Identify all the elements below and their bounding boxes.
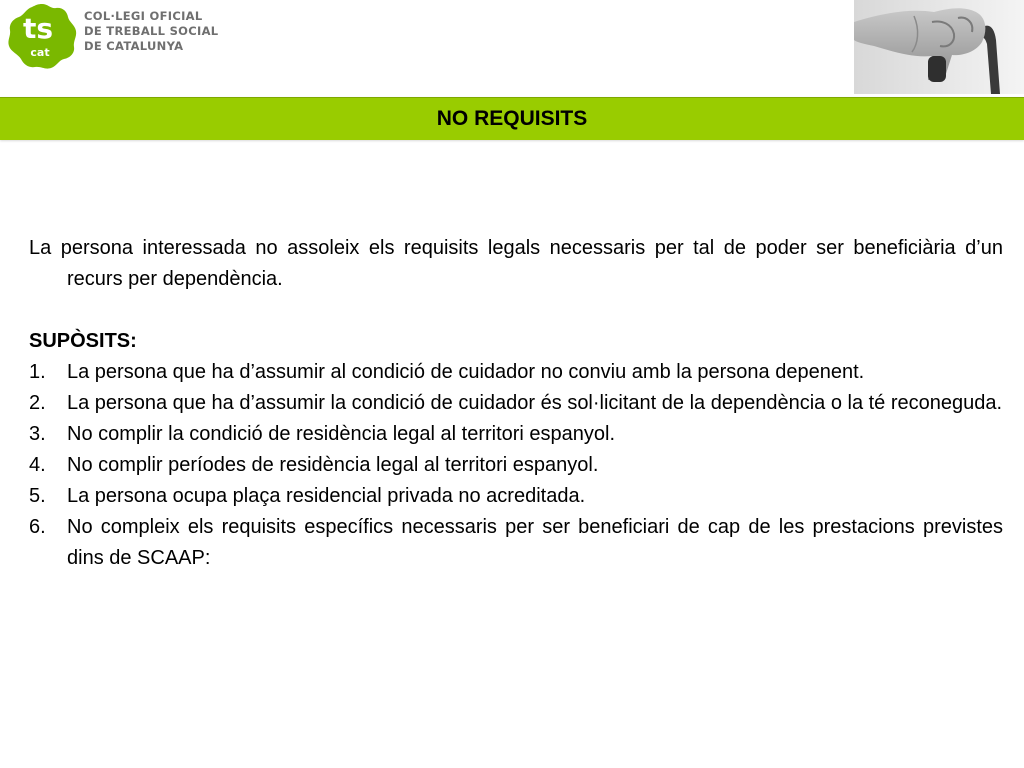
list-item-number: 6.	[29, 516, 46, 538]
logo-name-line-2: DE TREBALL SOCIAL	[84, 24, 219, 38]
supposits-heading: SUPÒSITS:	[29, 330, 137, 352]
hand-on-cane-photo-icon	[854, 0, 1024, 94]
logo-name-line-1: COL·LEGI OFICIAL	[84, 9, 203, 23]
logo-mark-text: ts	[22, 12, 54, 45]
slide-content	[29, 233, 1003, 574]
list-item-number: 5.	[29, 485, 46, 507]
intro-paragraph: La persona interessada no assoleix els requisits legals necessaris per tal de poder ser beneficiària d’un recurs per dependència.	[29, 237, 1003, 290]
list-item-number: 3.	[29, 423, 46, 445]
list-item	[29, 388, 1003, 419]
list-item-number: 4.	[29, 454, 46, 476]
list-item-text: La persona que ha d’assumir al condició de cuidador no conviu amb la persona depenent.	[67, 361, 865, 383]
list-item-text: No complir períodes de residència legal al territori espanyol.	[67, 454, 599, 476]
list-item	[29, 512, 1003, 574]
list-item-text: La persona que ha d’assumir la condició de cuidador és sol·licitant de la dependència o la té reconeguda.	[67, 392, 1003, 414]
supposits-list	[29, 357, 1003, 574]
title-bar	[0, 97, 1024, 140]
list-item-text: No complir la condició de residència legal al territori espanyol.	[67, 423, 616, 445]
list-item-number: 1.	[29, 361, 46, 383]
list-item-text: La persona ocupa plaça residencial privada no acreditada.	[67, 485, 586, 507]
list-item	[29, 481, 1003, 512]
logo-name-line-3: DE CATALUNYA	[84, 39, 184, 53]
list-item-number: 2.	[29, 392, 46, 414]
list-item	[29, 419, 1003, 450]
list-item-text: No compleix els requisits específics necessaris per ser beneficiari de cap de les prestacions previstes dins de SCAAP:	[67, 516, 1003, 569]
list-item	[29, 450, 1003, 481]
ts-cat-logo-icon	[4, 2, 80, 72]
logo-name	[84, 9, 234, 54]
slide-title: NO REQUISITS	[436, 107, 588, 130]
college-logo	[0, 0, 240, 78]
list-item	[29, 357, 1003, 388]
logo-mark-sub: cat	[30, 46, 50, 59]
